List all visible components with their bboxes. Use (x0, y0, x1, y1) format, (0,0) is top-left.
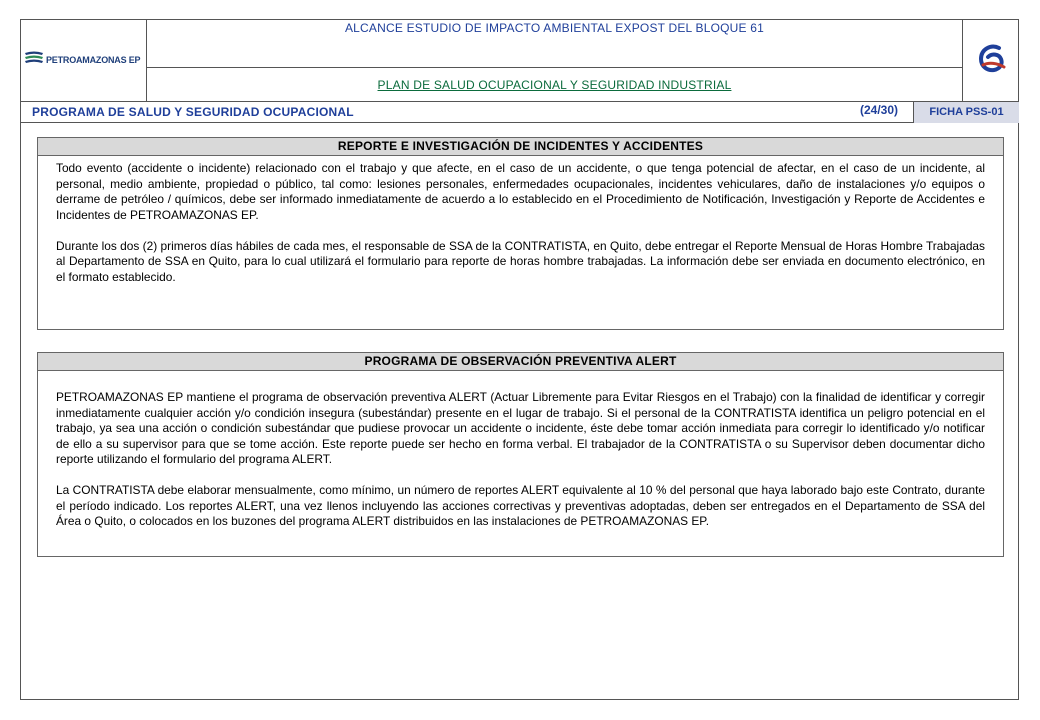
logo-text: PETROAMAZONAS EP (46, 54, 141, 65)
section-incidents (37, 137, 1004, 330)
plan-title: PLAN DE SALUD OCUPACIONAL Y SEGURIDAD INDUSTRIAL (377, 78, 732, 92)
section-alert (37, 352, 1004, 557)
corner-emblem-cell (962, 19, 1019, 101)
petroamazonas-logo-icon (24, 50, 44, 69)
study-title: ALCANCE ESTUDIO DE IMPACTO AMBIENTAL EXPOST DEL BLOQUE 61 (147, 19, 962, 68)
program-header-row (20, 101, 1019, 123)
company-logo (24, 50, 140, 69)
paragraph: Todo evento (accidente o incidente) relacionado con el trabajo y que afecte, en el caso de un accidente, o que tenga potencial de afectar, en el caso de un incidente, al personal, medio ambiente, propiedad o público, tal como: lesiones personales, enfermedades ocupacionales, incidentes vehiculares, daño de instalaciones y/o equipos o derrame de petróleo / químicos, debe ser informado inmediatamente de acuerdo a lo establecido en el Procedimiento de Notificación, Investigación y Reporte de Accidentes e Incidentes de PETROAMAZONAS EP. (56, 161, 985, 222)
page-indicator: (24/30) (860, 103, 899, 117)
swirl-emblem-icon (977, 43, 1007, 78)
section-title: PROGRAMA DE OBSERVACIÓN PREVENTIVA ALERT (38, 353, 1003, 371)
paragraph: PETROAMAZONAS EP mantiene el programa de observación preventiva ALERT (Actuar Libremente para Evitar Riesgos en el Trabajo) con la finalidad de identificar y corregir inmediatamente cualquier acción y/o condición insegura (subestándar) presente en el lugar de trabajo. Si el personal de la CONTRATISTA identifica un peligro potencial en el trabajo, ya sea una acción o condición subestándar que pudiese provocar un accidente o incidente, éste debe tomar acción inmediata para corregir lo identificado y/o notificar de ello a su supervisor para que se tome acción. Este reporte puede ser hecho en forma verbal. El trabajador de la CONTRATISTA o su Supervisor deben documentar dicho reporte utilizando el formulario del programa ALERT. (56, 390, 985, 466)
section-body (38, 371, 1003, 530)
paragraph: Durante los dos (2) primeros días hábiles de cada mes, el responsable de SSA de la CONTRATISTA, en Quito, debe entregar el Reporte Mensual de Horas Hombre Trabajadas al Departamento de SSA en Quito, para lo cual utilizará el formulario para reporte de horas hombre trabajadas. La información debe ser enviada en documento electrónico, en el formato establecido. (56, 238, 985, 284)
section-title: REPORTE E INVESTIGACIÓN DE INCIDENTES Y ACCIDENTES (38, 138, 1003, 156)
paragraph: La CONTRATISTA debe elaborar mensualmente, como mínimo, un número de reportes ALERT equivalente al 10 % del personal que haya laborado bajo este Contrato, durante el período indicado. Los reportes ALERT, una vez llenos incluyendo las acciones correctivas y preventivas adoptadas, deben ser entregados en el Departamento de SSA del Área o Quito, o colocados en los buzones del programa ALERT distribuidos en las instalaciones de PETROAMAZONAS EP. (56, 483, 985, 528)
ficha-badge: FICHA PSS-01 (913, 102, 1019, 123)
section-body (38, 156, 1003, 285)
program-title: PROGRAMA DE SALUD Y SEGURIDAD OCUPACIONAL (32, 105, 354, 119)
logo-cell (20, 19, 147, 101)
